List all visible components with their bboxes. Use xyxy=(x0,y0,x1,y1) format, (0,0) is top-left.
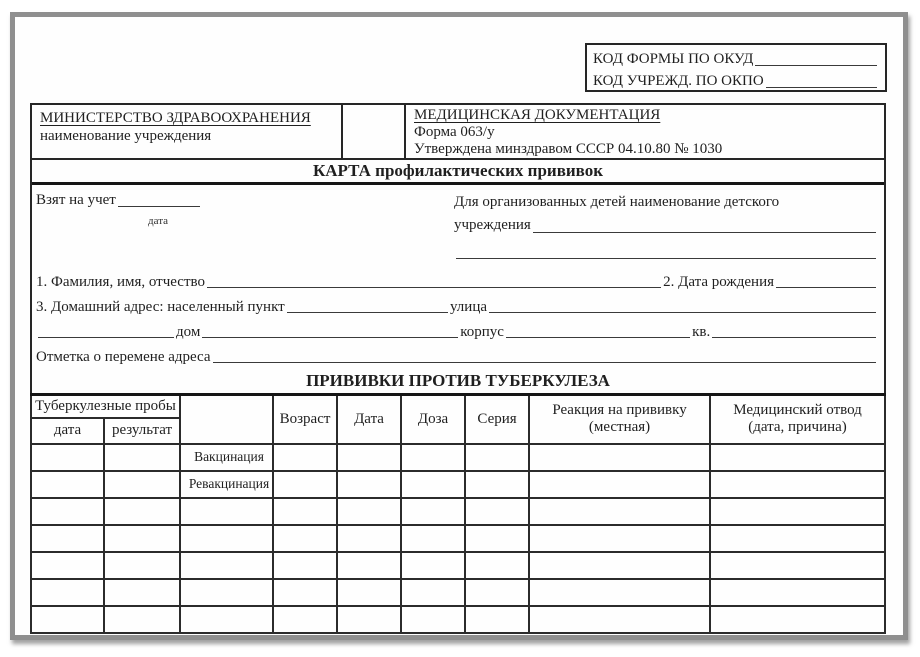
table-cell xyxy=(31,552,104,579)
age-column-header: Возраст xyxy=(273,395,337,444)
org-header-row xyxy=(30,103,886,158)
table-cell xyxy=(710,525,885,552)
series-column-header: Серия xyxy=(465,395,529,444)
settlement-fill-line xyxy=(287,310,448,313)
table-cell xyxy=(337,444,401,471)
table-cell xyxy=(180,498,273,525)
reaction-column-header: Реакция на прививку (местная) xyxy=(529,395,710,444)
ministry-caption: наименование учреждения xyxy=(40,128,212,144)
card-title: КАРТА профилактических прививок xyxy=(312,161,604,180)
table-cell xyxy=(710,552,885,579)
empty-table-row xyxy=(31,606,885,633)
table-cell xyxy=(31,525,104,552)
table-cell xyxy=(273,525,337,552)
address-change-label: Отметка о перемене адреса xyxy=(36,349,211,365)
fields-block xyxy=(32,274,884,365)
dose-column-header: Доза xyxy=(401,395,465,444)
table-header-row-1 xyxy=(31,395,885,418)
table-cell xyxy=(465,579,529,606)
date-column-header: Дата xyxy=(337,395,401,444)
org-children-block xyxy=(454,192,878,261)
empty-table-row xyxy=(31,579,885,606)
table-cell xyxy=(401,444,465,471)
table-cell xyxy=(401,498,465,525)
table-cell xyxy=(104,471,180,498)
table-cell xyxy=(31,579,104,606)
taken-date-caption: дата xyxy=(148,215,169,227)
building-label: корпус xyxy=(460,324,504,340)
table-cell xyxy=(465,444,529,471)
procedure-column-header xyxy=(180,395,273,444)
ministry-title: МИНИСТЕРСТВО ЗДРАВООХРАНЕНИЯ xyxy=(40,110,311,126)
registration-left xyxy=(36,192,286,261)
table-cell xyxy=(180,606,273,633)
registration-row xyxy=(32,185,884,261)
address-change-fill-line xyxy=(213,360,876,363)
table-cell xyxy=(273,498,337,525)
table-cell xyxy=(180,552,273,579)
street-label: улица xyxy=(449,299,488,315)
vaccination-row-label: Вакцинация xyxy=(180,444,273,471)
okpo-label: КОД УЧРЕЖД. ПО ОКПО xyxy=(593,73,764,89)
table-cell xyxy=(337,498,401,525)
card-title-band xyxy=(32,160,884,185)
tb-date-subheader: дата xyxy=(31,418,104,444)
okud-line xyxy=(593,46,879,68)
field-line-address xyxy=(36,299,878,315)
table-cell xyxy=(104,444,180,471)
table-cell xyxy=(465,606,529,633)
org-children-fill-line1 xyxy=(533,230,876,233)
table-cell xyxy=(273,471,337,498)
table-cell xyxy=(31,444,104,471)
table-cell xyxy=(31,606,104,633)
table-cell xyxy=(401,579,465,606)
table-cell xyxy=(529,471,710,498)
table-cell xyxy=(337,579,401,606)
table-cell xyxy=(104,552,180,579)
doc-approved: Утверждена минздравом СССР 04.10.80 № 1030 xyxy=(414,141,723,157)
table-cell xyxy=(529,498,710,525)
table-cell xyxy=(710,471,885,498)
ministry-cell xyxy=(30,103,343,158)
vaccination-table-head xyxy=(31,395,885,444)
okpo-line xyxy=(593,68,879,90)
revaccination-row-label: Ревакцинация xyxy=(180,471,273,498)
field-line-address-change xyxy=(36,349,878,365)
table-cell xyxy=(529,552,710,579)
table-cell xyxy=(104,498,180,525)
table-cell xyxy=(180,525,273,552)
exemption-column-header: Медицинский отвод (дата, причина) xyxy=(710,395,885,444)
table-cell xyxy=(529,606,710,633)
empty-table-row xyxy=(31,498,885,525)
table-cell xyxy=(273,606,337,633)
doc-heading: МЕДИЦИНСКАЯ ДОКУМЕНТАЦИЯ xyxy=(414,107,661,123)
home-address-label: 3. Домашний адрес: населенный пункт xyxy=(36,299,285,315)
empty-table-row xyxy=(31,525,885,552)
table-cell xyxy=(337,525,401,552)
table-cell xyxy=(465,552,529,579)
table-cell xyxy=(710,444,885,471)
birth-date-fill-line xyxy=(776,285,876,288)
house-label: дом xyxy=(176,324,201,340)
table-cell xyxy=(337,552,401,579)
code-box xyxy=(585,43,887,92)
table-cell xyxy=(401,525,465,552)
doc-form-number: Форма 063/у xyxy=(414,124,495,140)
apartment-label: кв. xyxy=(692,324,711,340)
okpo-fill-line xyxy=(766,85,877,88)
vaccination-row xyxy=(31,444,885,471)
table-cell xyxy=(273,579,337,606)
table-cell xyxy=(529,525,710,552)
table-cell xyxy=(401,552,465,579)
doc-cell xyxy=(406,103,886,158)
table-cell xyxy=(710,498,885,525)
field-line-house xyxy=(36,324,878,340)
vaccination-table xyxy=(30,393,886,634)
empty-code-cell xyxy=(343,103,406,158)
table-cell xyxy=(710,606,885,633)
taken-label: Взят на учет xyxy=(36,192,116,208)
house-fill-line xyxy=(202,335,458,338)
okud-fill-line xyxy=(755,63,877,66)
table-cell xyxy=(465,525,529,552)
table-cell xyxy=(273,552,337,579)
tb-result-subheader: результат xyxy=(104,418,180,444)
table-cell xyxy=(31,498,104,525)
table-cell xyxy=(180,579,273,606)
address-cont-fill-line xyxy=(38,335,174,338)
table-cell xyxy=(104,525,180,552)
org-children-fill-line2 xyxy=(456,256,876,259)
org-children-line2-label: учреждения xyxy=(454,217,531,233)
okud-label: КОД ФОРМЫ ПО ОКУД xyxy=(593,51,754,67)
birth-date-label: 2. Дата рождения xyxy=(663,274,774,290)
tb-table-body xyxy=(31,444,885,633)
org-children-line1: Для организованных детей наименование детского xyxy=(454,194,780,210)
table-cell xyxy=(273,444,337,471)
name-label: 1. Фамилия, имя, отчество xyxy=(36,274,205,290)
field-line-name xyxy=(36,274,878,290)
scanned-page xyxy=(10,12,908,640)
table-cell xyxy=(104,606,180,633)
table-cell xyxy=(529,579,710,606)
tb-tests-header: Туберкулезные пробы xyxy=(31,395,180,418)
table-cell xyxy=(337,471,401,498)
table-cell xyxy=(465,471,529,498)
main-content xyxy=(30,158,886,634)
street-fill-line xyxy=(489,310,876,313)
table-cell xyxy=(465,498,529,525)
table-cell xyxy=(31,471,104,498)
section-title: ПРИВИВКИ ПРОТИВ ТУБЕРКУЛЕЗА xyxy=(306,371,610,390)
apartment-fill-line xyxy=(712,335,876,338)
table-cell xyxy=(529,444,710,471)
building-fill-line xyxy=(506,335,690,338)
table-cell xyxy=(104,579,180,606)
name-fill-line xyxy=(207,285,661,288)
upper-box xyxy=(30,158,886,393)
table-cell xyxy=(710,579,885,606)
revaccination-row xyxy=(31,471,885,498)
table-cell xyxy=(337,606,401,633)
taken-fill-line xyxy=(118,204,200,207)
empty-table-row xyxy=(31,552,885,579)
table-cell xyxy=(401,606,465,633)
table-cell xyxy=(401,471,465,498)
